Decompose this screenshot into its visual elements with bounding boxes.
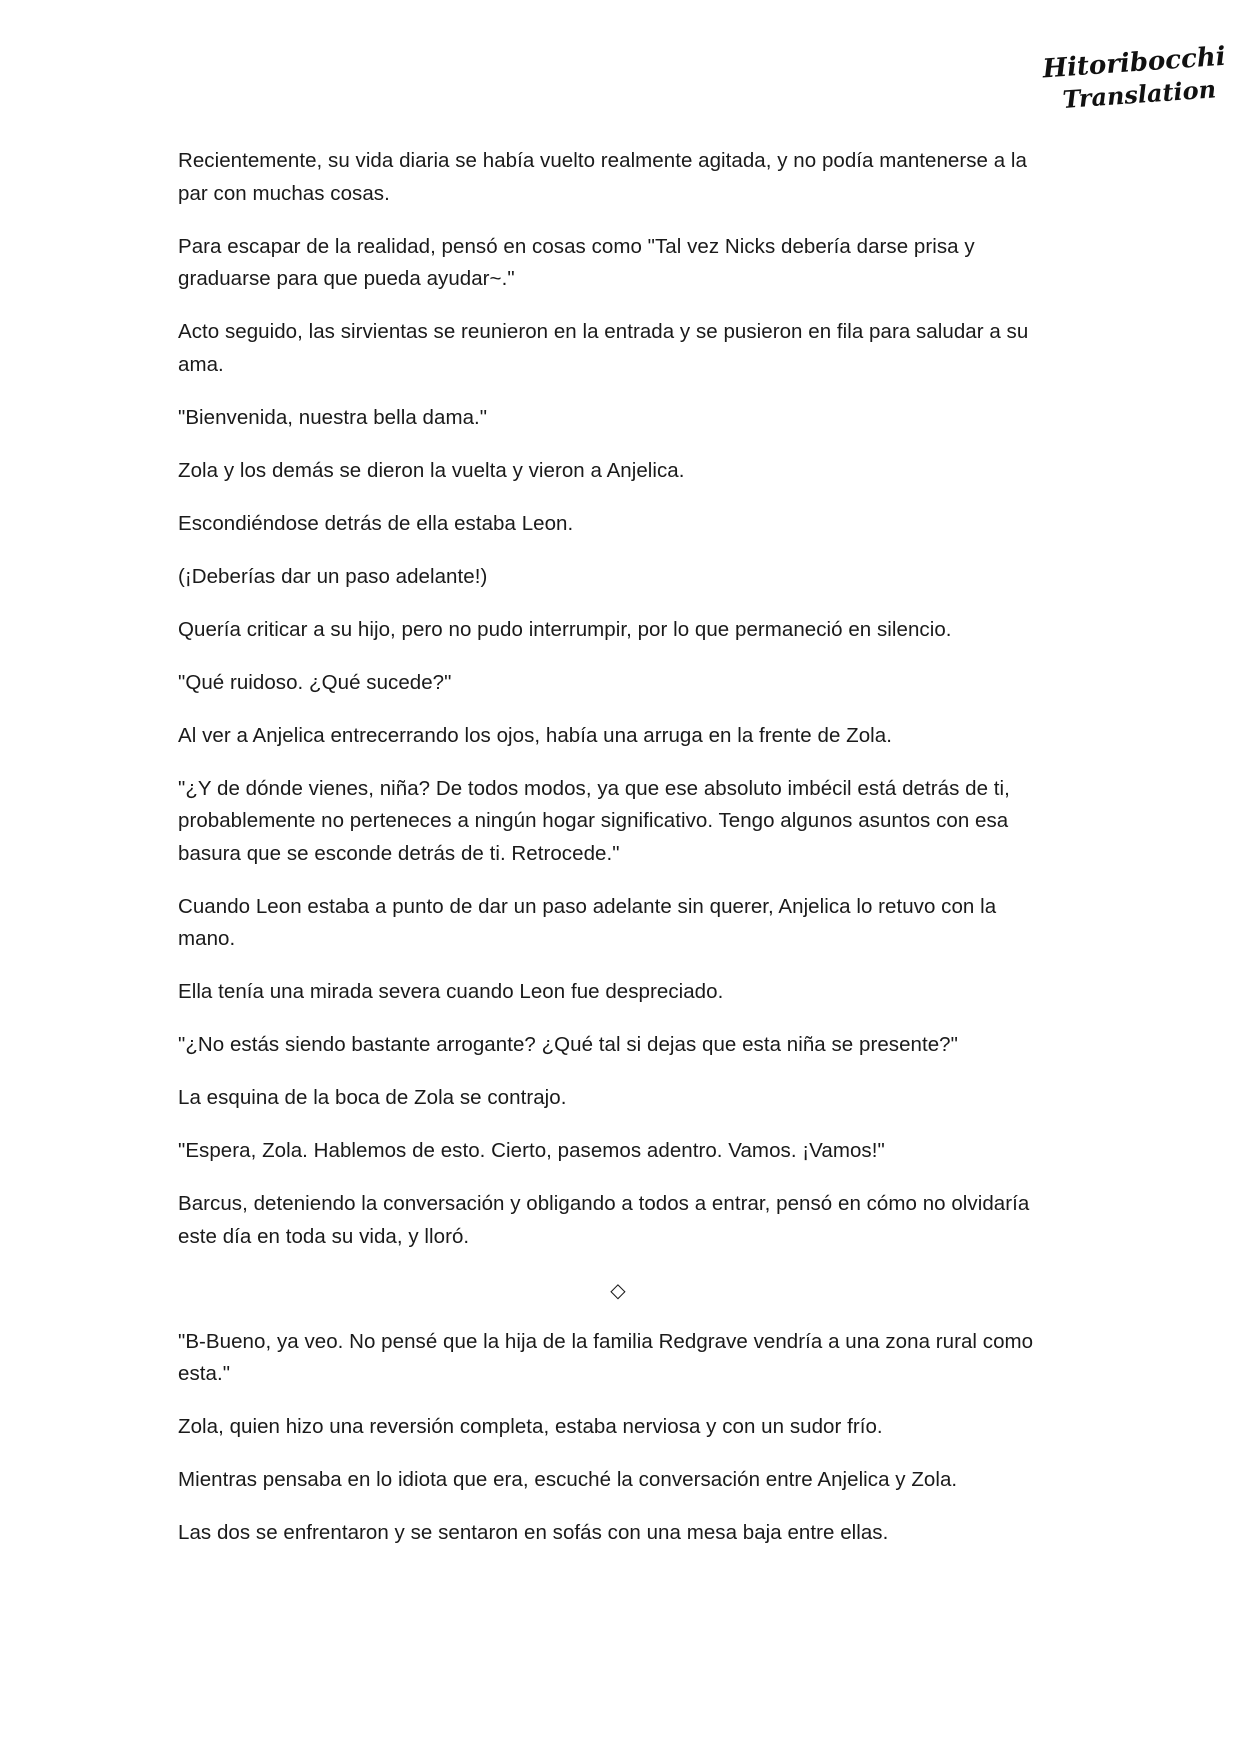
- paragraphs-before-separator: [178, 145, 1058, 1253]
- document-body: [178, 145, 1058, 1570]
- logo-line-2: Translation: [1061, 74, 1217, 115]
- paragraph: Mientras pensaba en lo idiota que era, escuché la conversación entre Anjelica y Zola.: [178, 1468, 958, 1491]
- paragraph: Para escapar de la realidad, pensó en cosas como "Tal vez Nicks debería darse prisa y graduarse para que pueda ayudar~.": [178, 234, 975, 290]
- paragraph: Escondiéndose detrás de ella estaba Leon.: [178, 511, 574, 535]
- paragraph: "¿Y de dónde vienes, niña? De todos modos, ya que ese absoluto imbécil está detrás de ti, probablemente no perteneces a ningún hogar significativo. Tengo algunos asuntos con esa basura que se esconde detrás de ti. Retrocede.": [178, 776, 1010, 865]
- paragraph: Zola, quien hizo una reversión completa, estaba nerviosa y con un sudor frío.: [178, 1415, 883, 1438]
- paragraph: "B-Bueno, ya veo. No pensé que la hija de la familia Redgrave vendría a una zona rural como esta.": [178, 1329, 1034, 1385]
- paragraph: "¿No estás siendo bastante arrogante? ¿Qué tal si dejas que esta niña se presente?": [178, 1033, 958, 1056]
- paragraph: Zola y los demás se dieron la vuelta y vieron a Anjelica.: [178, 458, 685, 482]
- paragraph: La esquina de la boca de Zola se contrajo.: [178, 1086, 567, 1109]
- translator-logo: [1041, 41, 1227, 120]
- paragraph: Recientemente, su vida diaria se había vuelto realmente agitada, y no podía mantenerse a la par con muchas cosas.: [178, 149, 1027, 205]
- scene-break-diamond: ◇: [610, 1277, 626, 1302]
- paragraph: Al ver a Anjelica entrecerrando los ojos, había una arruga en la frente de Zola.: [178, 723, 892, 747]
- paragraph: "Bienvenida, nuestra bella dama.": [178, 405, 488, 429]
- paragraph: (¡Deberías dar un paso adelante!): [178, 564, 488, 588]
- paragraph: "Qué ruidoso. ¿Qué sucede?": [178, 670, 452, 694]
- paragraph: Quería criticar a su hijo, pero no pudo interrumpir, por lo que permaneció en silencio.: [178, 617, 952, 641]
- paragraph: "Espera, Zola. Hablemos de esto. Cierto, pasemos adentro. Vamos. ¡Vamos!": [178, 1139, 885, 1162]
- paragraph: Barcus, deteniendo la conversación y obligando a todos a entrar, pensó en cómo no olvidaría este día en toda su vida, y lloró.: [178, 1192, 1030, 1248]
- paragraph: Acto seguido, las sirvientas se reunieron en la entrada y se pusieron en fila para saludar a su ama.: [178, 320, 1029, 376]
- logo-graphic: [1041, 41, 1227, 120]
- paragraph: Ella tenía una mirada severa cuando Leon fue despreciado.: [178, 980, 724, 1003]
- paragraphs-after-separator: [178, 1326, 1058, 1550]
- paragraph: Las dos se enfrentaron y se sentaron en sofás con una mesa baja entre ellas.: [178, 1521, 889, 1544]
- paragraph: Cuando Leon estaba a punto de dar un paso adelante sin querer, Anjelica lo retuvo con la mano.: [178, 894, 997, 950]
- logo-line-1: Hitoribocchi: [1041, 41, 1227, 85]
